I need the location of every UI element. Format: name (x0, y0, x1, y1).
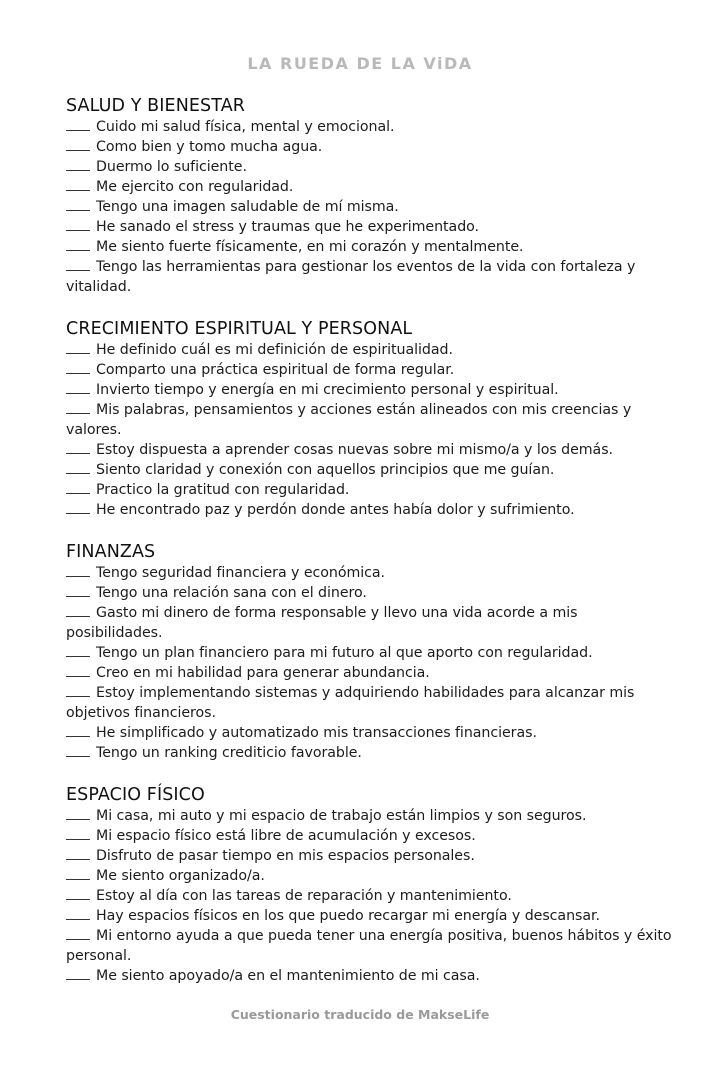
list-item: Me ejercito con regularidad. (66, 177, 678, 197)
answer-blank[interactable] (66, 807, 90, 820)
section-heading: FINANZAS (66, 542, 156, 562)
answer-blank[interactable] (66, 238, 90, 251)
answer-blank[interactable] (66, 744, 90, 757)
questionnaire-content (66, 96, 678, 1008)
answer-blank[interactable] (66, 461, 90, 474)
list-item: Tengo un ranking crediticio favorable. (66, 743, 678, 763)
section-heading: ESPACIO FÍSICO (66, 785, 205, 805)
answer-blank[interactable] (66, 341, 90, 354)
answer-blank[interactable] (66, 644, 90, 657)
answer-blank[interactable] (66, 887, 90, 900)
answer-blank[interactable] (66, 178, 90, 191)
list-item: Practico la gratitud con regularidad. (66, 480, 678, 500)
answer-blank[interactable] (66, 664, 90, 677)
list-item: He definido cuál es mi definición de espiritualidad. (66, 340, 678, 360)
list-item: Mi espacio físico está libre de acumulación y excesos. (66, 826, 678, 846)
answer-blank[interactable] (66, 401, 90, 414)
list-item: Mis palabras, pensamientos y acciones están alineados con mis creencias y valores. (66, 402, 632, 438)
list-item: Como bien y tomo mucha agua. (66, 137, 678, 157)
answer-blank[interactable] (66, 481, 90, 494)
list-item: Duermo lo suficiente. (66, 157, 678, 177)
list-item: Disfruto de pasar tiempo en mis espacios personales. (66, 846, 678, 866)
list-item: Me siento organizado/a. (66, 866, 678, 886)
answer-blank[interactable] (66, 827, 90, 840)
list-item: Creo en mi habilidad para generar abundancia. (66, 663, 678, 683)
list-item: Gasto mi dinero de forma responsable y llevo una vida acorde a mis posibilidades. (66, 605, 578, 641)
list-item: Hay espacios físicos en los que puedo recargar mi energía y descansar. (66, 906, 678, 926)
page-header-title: LA RUEDA DE LA ViDA (247, 54, 473, 73)
answer-blank[interactable] (66, 158, 90, 171)
answer-blank[interactable] (66, 684, 90, 697)
answer-blank[interactable] (66, 198, 90, 211)
answer-blank[interactable] (66, 867, 90, 880)
list-item: Tengo las herramientas para gestionar los eventos de la vida con fortaleza y vitalidad. (66, 259, 636, 295)
list-item: Cuido mi salud física, mental y emocional. (66, 117, 678, 137)
list-item: Me siento apoyado/a en el mantenimiento de mi casa. (66, 966, 678, 986)
answer-blank[interactable] (66, 501, 90, 514)
list-item: Comparto una práctica espiritual de forma regular. (66, 360, 678, 380)
answer-blank[interactable] (66, 361, 90, 374)
list-item: Tengo seguridad financiera y económica. (66, 563, 678, 583)
answer-blank[interactable] (66, 118, 90, 131)
list-item: Estoy dispuesta a aprender cosas nuevas sobre mi mismo/a y los demás. (66, 440, 678, 460)
list-item: Estoy implementando sistemas y adquiriendo habilidades para alcanzar mis objetivos financieros. (66, 685, 635, 721)
list-item: Siento claridad y conexión con aquellos principios que me guían. (66, 460, 678, 480)
list-item: Mi entorno ayuda a que pueda tener una energía positiva, buenos hábitos y éxito personal. (66, 928, 672, 964)
section-finanzas (66, 542, 678, 763)
section-heading: CRECIMIENTO ESPIRITUAL Y PERSONAL (66, 319, 413, 339)
answer-blank[interactable] (66, 381, 90, 394)
footer-credit: Cuestionario traducido de MakseLife (230, 1007, 490, 1022)
answer-blank[interactable] (66, 724, 90, 737)
answer-blank[interactable] (66, 967, 90, 980)
answer-blank[interactable] (66, 564, 90, 577)
answer-blank[interactable] (66, 138, 90, 151)
list-item: He encontrado paz y perdón donde antes había dolor y sufrimiento. (66, 500, 678, 520)
answer-blank[interactable] (66, 927, 90, 940)
answer-blank[interactable] (66, 258, 90, 271)
section-salud-y-bienestar (66, 96, 678, 297)
answer-blank[interactable] (66, 847, 90, 860)
list-item: Tengo un plan financiero para mi futuro al que aporto con regularidad. (66, 643, 678, 663)
list-item: Tengo una imagen saludable de mí misma. (66, 197, 678, 217)
answer-blank[interactable] (66, 441, 90, 454)
list-item: Invierto tiempo y energía en mi crecimiento personal y espiritual. (66, 380, 678, 400)
answer-blank[interactable] (66, 218, 90, 231)
list-item: Estoy al día con las tareas de reparación y mantenimiento. (66, 886, 678, 906)
section-espacio-fisico (66, 785, 678, 986)
list-item: Tengo una relación sana con el dinero. (66, 583, 678, 603)
answer-blank[interactable] (66, 584, 90, 597)
list-item: He sanado el stress y traumas que he experimentado. (66, 217, 678, 237)
answer-blank[interactable] (66, 907, 90, 920)
list-item: He simplificado y automatizado mis transacciones financieras. (66, 723, 678, 743)
section-crecimiento-espiritual (66, 319, 678, 520)
section-heading: SALUD Y BIENESTAR (66, 96, 246, 116)
list-item: Me siento fuerte físicamente, en mi corazón y mentalmente. (66, 237, 678, 257)
list-item: Mi casa, mi auto y mi espacio de trabajo están limpios y son seguros. (66, 806, 678, 826)
answer-blank[interactable] (66, 604, 90, 617)
